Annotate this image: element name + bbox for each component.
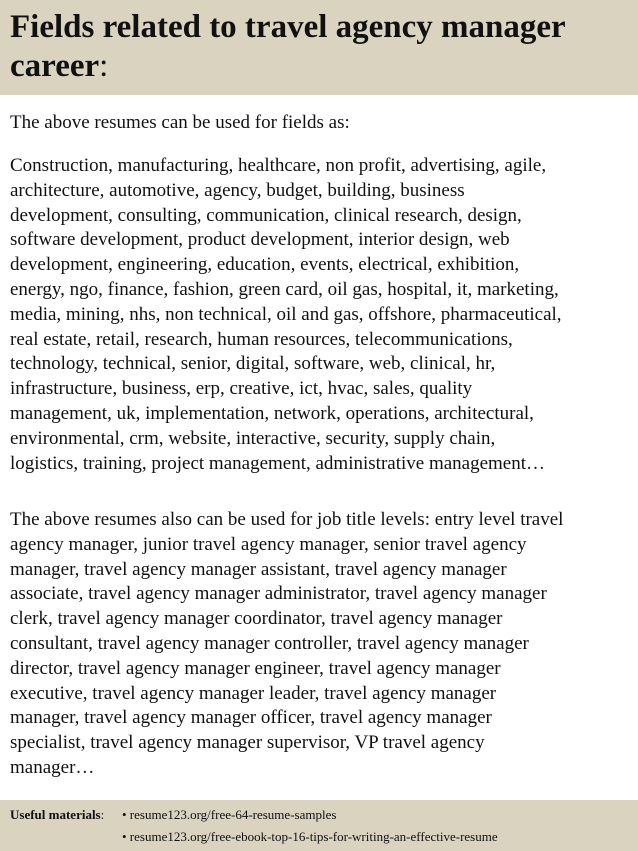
intro-text: The above resumes can be used for fields as: (10, 112, 350, 133)
fields-line: technology, technical, senior, digital, software, web, clinical, hr, (10, 353, 496, 375)
page-title-colon: : (99, 48, 109, 84)
fields-line: real estate, retail, research, human resources, telecommunications, (10, 328, 513, 350)
page-title (10, 8, 630, 86)
resume-samples-link[interactable]: • resume123.org/free-64-resume-samples (122, 807, 337, 822)
resume-ebook-link[interactable]: • resume123.org/free-ebook-top-16-tips-for-writing-an-effective-resume (122, 829, 498, 844)
levels-line: manager… (10, 756, 95, 778)
page-title-text: Fields related to travel agency manager career (10, 9, 566, 84)
job-levels-paragraph (10, 508, 632, 781)
fields-line: management, uk, implementation, network, operations, architectural, (10, 402, 534, 424)
useful-materials-colon: : (100, 807, 105, 822)
levels-line: associate, travel agency manager administrator, travel agency manager (10, 583, 547, 605)
levels-line: agency manager, junior travel agency manager, senior travel agency (10, 533, 527, 555)
title-banner (0, 0, 638, 95)
fields-line: logistics, training, project management, administrative management… (10, 452, 546, 474)
levels-line: manager, travel agency manager officer, travel agency manager (10, 707, 492, 729)
levels-line: clerk, travel agency manager coordinator, travel agency manager (10, 608, 503, 630)
fields-line: infrastructure, business, erp, creative, ict, hvac, sales, quality (10, 378, 473, 400)
fields-line: software development, product development, interior design, web (10, 229, 510, 251)
levels-line: manager, travel agency manager assistant, travel agency manager (10, 558, 507, 580)
footer-bar (0, 800, 638, 851)
fields-line: energy, ngo, finance, fashion, green card, oil gas, hospital, it, marketing, (10, 278, 559, 300)
fields-line: Construction, manufacturing, healthcare, non profit, advertising, agile, (10, 155, 547, 176)
fields-paragraph (10, 154, 632, 476)
levels-line: consultant, travel agency manager controller, travel agency manager (10, 632, 529, 654)
fields-line: architecture, automotive, agency, budget, building, business (10, 179, 465, 201)
levels-line: specialist, travel agency manager supervisor, VP travel agency (10, 732, 485, 754)
levels-line: executive, travel agency manager leader, travel agency manager (10, 682, 497, 704)
levels-line: director, travel agency manager engineer, travel agency manager (10, 657, 501, 679)
useful-materials-text: Useful materials (10, 807, 101, 822)
fields-line: environmental, crm, website, interactive, security, supply chain, (10, 427, 496, 449)
fields-line: development, consulting, communication, clinical research, design, (10, 204, 522, 226)
fields-line: media, mining, nhs, non technical, oil and gas, offshore, pharmaceutical, (10, 303, 562, 325)
useful-materials-label (10, 807, 104, 823)
levels-line: The above resumes also can be used for job title levels: entry level travel (10, 509, 564, 530)
fields-line: development, engineering, education, events, electrical, exhibition, (10, 254, 520, 276)
